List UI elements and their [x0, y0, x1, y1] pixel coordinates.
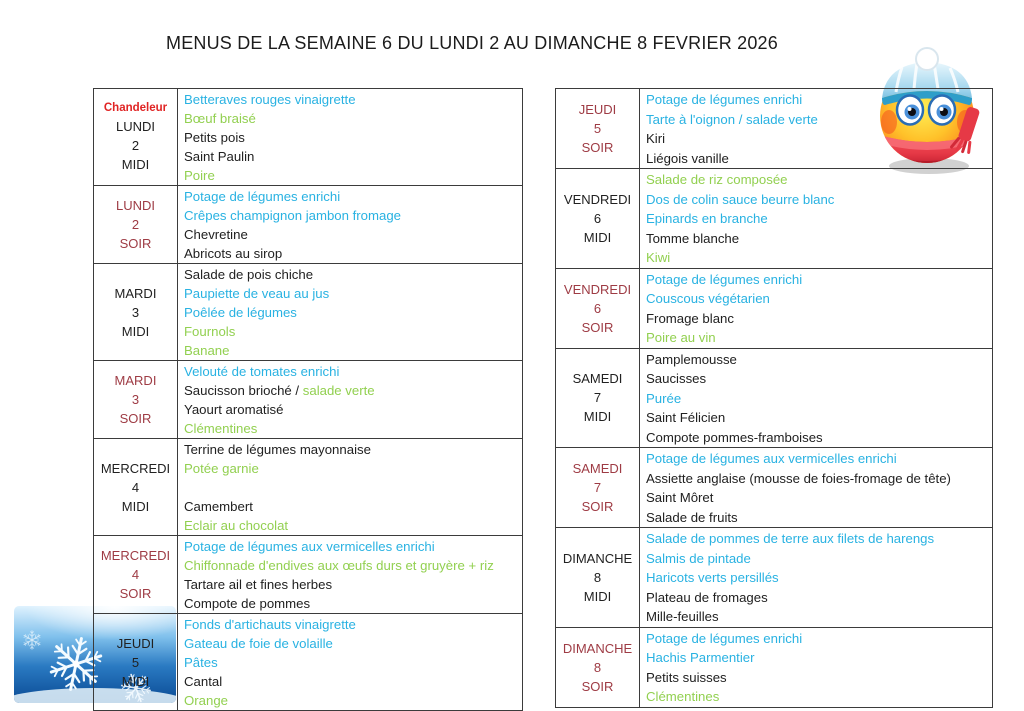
- menu-item: Hachis Parmentier: [646, 650, 755, 665]
- day-label: SOIR: [119, 411, 152, 426]
- menu-items-cell: [178, 361, 522, 438]
- menu-item: Couscous végétarien: [646, 291, 770, 306]
- menu-item: Betteraves rouges vinaigrette: [184, 92, 356, 107]
- day-label-cell: [94, 264, 178, 360]
- menu-item: Saucisses: [646, 371, 707, 386]
- menu-item: Yaourt aromatisé: [184, 402, 284, 417]
- day-label: 3: [131, 304, 140, 320]
- day-label: 2: [131, 217, 140, 232]
- menu-items-cell: [640, 528, 992, 627]
- menu-items-cell: [178, 536, 522, 613]
- day-label: MIDI: [121, 673, 150, 689]
- day-label: SOIR: [581, 499, 614, 514]
- day-label: VENDREDI: [563, 191, 632, 207]
- day-label: MIDI: [121, 323, 150, 339]
- day-label-cell: [556, 169, 640, 268]
- menu-item: Fournols: [184, 324, 236, 339]
- page-title: MENUS DE LA SEMAINE 6 DU LUNDI 2 AU DIMANCHE 8 FEVRIER 2026: [166, 33, 778, 53]
- menu-item: Compote pommes-framboises: [646, 429, 823, 445]
- day-label: JEUDI: [116, 635, 155, 651]
- day-label: 6: [593, 300, 602, 316]
- day-label: 3: [131, 392, 140, 407]
- menu-items-cell: [640, 349, 992, 448]
- menu-block: [556, 447, 992, 527]
- menu-item: Poire: [184, 168, 215, 183]
- day-label-cell: [94, 439, 178, 535]
- menu-items-cell: [178, 186, 522, 263]
- day-label: 4: [131, 479, 140, 495]
- day-label: MIDI: [583, 588, 612, 604]
- day-label: SOIR: [581, 140, 614, 155]
- menu-item: Potage de légumes enrichi: [646, 92, 803, 107]
- menu-items-cell: [640, 269, 992, 348]
- day-label: 8: [593, 659, 602, 675]
- menu-block: [94, 89, 522, 185]
- menu-item: Poêlée de légumes: [184, 305, 297, 320]
- menu-item: Gateau de foie de volaille: [184, 636, 333, 651]
- day-label: 2: [131, 138, 140, 153]
- menu-item: Dos de colin sauce beurre blanc: [646, 191, 835, 207]
- menu-item: Kiri: [646, 131, 666, 146]
- day-label: MIDI: [583, 409, 612, 425]
- day-label: LUNDI: [115, 198, 155, 213]
- day-label: MERCREDI: [100, 548, 171, 563]
- day-label-cell: [94, 614, 178, 710]
- menu-item: Tomme blanche: [646, 230, 740, 246]
- menu-item: Tartare ail et fines herbes: [184, 577, 333, 592]
- menu-item: Compote de pommes: [184, 596, 311, 611]
- menu-item: Potage de légumes enrichi: [646, 630, 803, 646]
- menu-item: Petits suisses: [646, 669, 727, 685]
- day-label: SOIR: [581, 319, 614, 335]
- menu-item: Poire au vin: [646, 330, 716, 345]
- menu-item: Camembert: [184, 499, 253, 514]
- menu-item: Salade de pommes de terre aux filets de harengs: [646, 531, 935, 546]
- menu-item: Petits pois: [184, 130, 245, 145]
- menu-table-left: [93, 88, 523, 711]
- day-label-cell: [556, 349, 640, 448]
- day-label-cell: [556, 628, 640, 707]
- day-label: VENDREDI: [563, 281, 632, 297]
- menu-block: [94, 535, 522, 613]
- menu-item: Paupiette de veau au jus: [184, 286, 330, 301]
- day-label: LUNDI: [115, 119, 155, 134]
- menu-item: Saint Môret: [646, 490, 714, 505]
- menu-block: [94, 360, 522, 438]
- menu-item: Kiwi: [646, 250, 671, 265]
- menu-block: [556, 168, 992, 268]
- menu-item: Mille-feuilles: [646, 609, 719, 624]
- day-label-cell: [556, 528, 640, 627]
- menu-item: Epinards en branche: [646, 211, 768, 226]
- menu-item: Clémentines: [184, 421, 258, 436]
- menu-block: [94, 185, 522, 263]
- day-label: SOIR: [119, 586, 152, 601]
- menu-items-cell: [640, 169, 992, 268]
- day-label: DIMANCHE: [562, 640, 633, 656]
- menu-block: [94, 438, 522, 535]
- menu-items-cell: [178, 439, 522, 535]
- menu-item: Terrine de légumes mayonnaise: [184, 442, 371, 457]
- menu-items-cell: [640, 628, 992, 707]
- menu-item: Abricots au sirop: [184, 246, 283, 261]
- menu-item: Salade de fruits: [646, 509, 738, 525]
- menu-item: Fonds d'artichauts vinaigrette: [184, 617, 356, 632]
- menu-table-right: [555, 88, 993, 708]
- menu-item: Eclair au chocolat: [184, 518, 289, 533]
- menu-item: Potage de légumes aux vermicelles enrichi: [184, 539, 435, 554]
- day-label: SOIR: [581, 678, 614, 694]
- menu-item: Potage de légumes enrichi: [184, 189, 341, 204]
- menu-items-cell: [178, 614, 522, 710]
- menu-item: Potage de légumes enrichi: [646, 271, 803, 287]
- menu-item: Chiffonnade d'endives aux œufs durs et gruyère + riz: [184, 558, 494, 573]
- menu-item: Saint Félicien: [646, 410, 726, 425]
- menu-item: Crêpes champignon jambon fromage: [184, 208, 401, 223]
- menu-item: Orange: [184, 693, 228, 708]
- day-label: SAMEDI: [572, 461, 623, 476]
- menu-item: Liégois vanille: [646, 150, 729, 166]
- menu-items-cell: [178, 89, 522, 185]
- menu-item: Chevretine: [184, 227, 248, 242]
- menu-items-cell: [640, 448, 992, 527]
- day-label-cell: [556, 269, 640, 348]
- menu-item: Velouté de tomates enrichi: [184, 364, 340, 379]
- menu-item: Assiette anglaise (mousse de foies-fromage de tête): [646, 470, 951, 486]
- day-label: 6: [593, 210, 602, 226]
- menu-item: Saint Paulin: [184, 149, 255, 164]
- day-label: SAMEDI: [572, 371, 623, 387]
- day-label: DIMANCHE: [562, 550, 633, 566]
- menu-block: [556, 348, 992, 448]
- menu-items-cell: [640, 89, 992, 168]
- menu-block: [556, 527, 992, 627]
- menu-item: Salade de riz composée: [646, 172, 788, 187]
- menu-block: [94, 263, 522, 360]
- day-label: MARDI: [114, 373, 157, 388]
- menu-item: Clémentines: [646, 689, 720, 704]
- day-label: MIDI: [583, 229, 612, 245]
- day-label: 4: [131, 567, 140, 582]
- day-label: Chandeleur: [103, 102, 168, 114]
- day-label-cell: [94, 89, 178, 185]
- day-label: 5: [131, 654, 140, 670]
- menu-item: Haricots verts persillés: [646, 570, 779, 585]
- menu-item: Bœuf braisé: [184, 111, 256, 126]
- menu-item: Plateau de fromages: [646, 589, 768, 605]
- day-label: MARDI: [114, 285, 157, 301]
- day-label: 5: [593, 121, 602, 136]
- menu-item: Pâtes: [184, 655, 218, 670]
- menu-item: Saucisson brioché / salade verte: [184, 383, 375, 398]
- menu-item: Banane: [184, 343, 230, 358]
- day-label: MIDI: [121, 498, 150, 514]
- menu-block: [94, 613, 522, 710]
- menu-item: Potée garnie: [184, 461, 259, 476]
- day-label: 7: [593, 480, 602, 495]
- menu-item: Salmis de pintade: [646, 550, 751, 566]
- day-label: 7: [593, 390, 602, 406]
- menu-block: [556, 89, 992, 168]
- day-label-cell: [556, 448, 640, 527]
- day-label-cell: [556, 89, 640, 168]
- day-label: 8: [593, 569, 602, 585]
- day-label-cell: [94, 186, 178, 263]
- day-label: MIDI: [121, 157, 150, 172]
- menu-item: Salade de pois chiche: [184, 267, 314, 282]
- menu-item: Tarte à l'oignon / salade verte: [646, 111, 818, 127]
- day-label-cell: [94, 536, 178, 613]
- menu-item: Cantal: [184, 674, 223, 689]
- menu-block: [556, 627, 992, 707]
- day-label-cell: [94, 361, 178, 438]
- menu-item: Potage de légumes aux vermicelles enrichi: [646, 451, 897, 466]
- day-label: MERCREDI: [100, 460, 171, 476]
- day-label: JEUDI: [578, 102, 617, 117]
- menu-block: [556, 268, 992, 348]
- menu-item: Pamplemousse: [646, 351, 737, 367]
- menu-item: Purée: [646, 390, 682, 406]
- menu-item: Fromage blanc: [646, 310, 734, 326]
- day-label: SOIR: [119, 236, 152, 251]
- menu-items-cell: [178, 264, 522, 360]
- menu-item: [184, 478, 520, 497]
